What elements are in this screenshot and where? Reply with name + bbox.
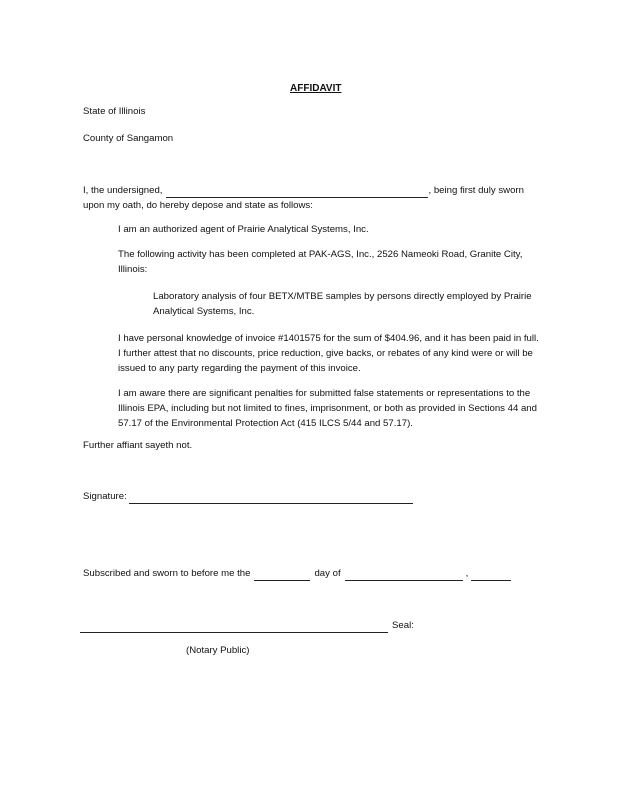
seal-label: Seal: bbox=[392, 620, 414, 631]
month-field[interactable] bbox=[345, 570, 463, 581]
year-field[interactable] bbox=[471, 570, 511, 581]
subscribed-mid: day of bbox=[314, 568, 341, 579]
intro-line-2: upon my oath, do hereby depose and state as follows: bbox=[83, 200, 313, 211]
signature-label: Signature: bbox=[83, 491, 127, 502]
paragraph-activity: The following activity has been completed at PAK-AGS, Inc., 2526 Nameoki Road, Granite City, Illinois: bbox=[118, 249, 523, 275]
paragraph-analysis: Laboratory analysis of four BETX/MTBE samples by persons directly employed by Prairie Analytical Systems, Inc. bbox=[153, 291, 532, 317]
state-line: State of Illinois bbox=[83, 106, 146, 117]
subscribed-lead: Subscribed and sworn to before me the bbox=[83, 568, 251, 579]
day-field[interactable] bbox=[254, 570, 310, 581]
county-line: County of Sangamon bbox=[83, 133, 174, 144]
notary-signature-field[interactable] bbox=[80, 622, 388, 633]
signature-field[interactable] bbox=[129, 493, 413, 504]
document-title: AFFIDAVIT bbox=[290, 83, 342, 94]
affiant-name-field[interactable] bbox=[166, 187, 428, 198]
intro-tail: , being first duly sworn bbox=[428, 185, 524, 196]
paragraph-penalties: I am aware there are significant penalties for submitted false statements or representations to the Illinois EPA, including but not limited to fines, imprisonment, or both as provided in Sections 44 and 57.17 of the Environmental Protection Act (415 ILCS 5/44 and 57.17). bbox=[118, 388, 537, 429]
date-separator: , bbox=[465, 568, 469, 579]
paragraph-invoice: I have personal knowledge of invoice #1401575 for the sum of $404.96, and it has been paid in full. I further attest that no discounts, price reduction, give backs, or rebates of any kind were or will be issued to any party regarding the payment of this invoice. bbox=[118, 333, 539, 374]
notary-public-label: (Notary Public) bbox=[186, 645, 250, 656]
signature-row bbox=[83, 489, 413, 504]
intro-lead: I, the undersigned, bbox=[83, 185, 163, 196]
intro-line bbox=[83, 183, 524, 198]
paragraph-authorized-agent: I am an authorized agent of Prairie Analytical Systems, Inc. bbox=[118, 224, 369, 235]
seal-row bbox=[80, 618, 414, 633]
closing-line: Further affiant sayeth not. bbox=[83, 440, 193, 451]
subscribed-row bbox=[83, 566, 511, 581]
